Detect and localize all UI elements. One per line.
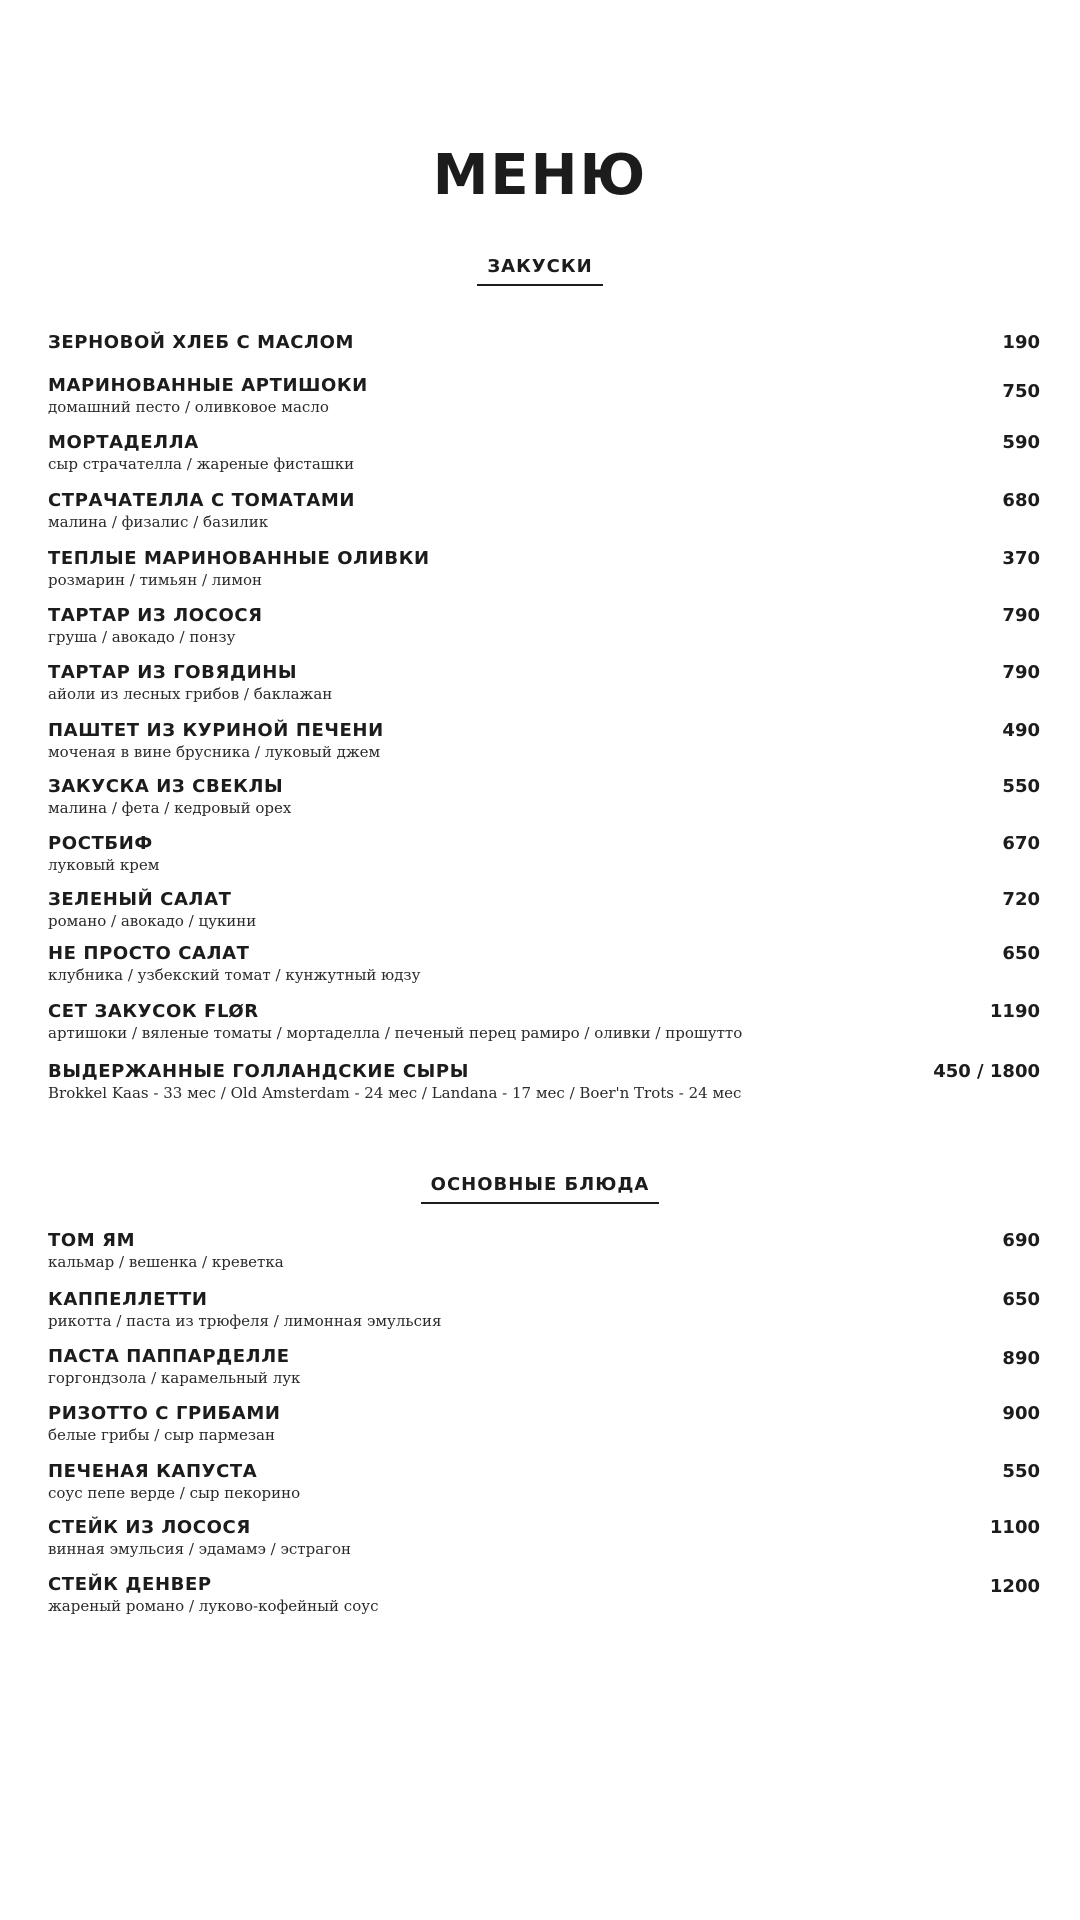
menu-item [48,1346,1040,1388]
item-price: 190 [1002,332,1040,353]
item-description: моченая в вине брусника / луковый джем [48,743,381,761]
item-name: ТОМ ЯМ [48,1230,136,1251]
menu-item [48,1403,1040,1445]
menu-item [48,605,1040,647]
item-price: 790 [1002,662,1040,683]
item-name: КАППЕЛЛЕТТИ [48,1289,208,1310]
item-description: рикотта / паста из трюфеля / лимонная эмульсия [48,1312,442,1330]
item-name: ЗЕЛЕНЫЙ САЛАТ [48,889,232,910]
item-name: ТЕПЛЫЕ МАРИНОВАННЫЕ ОЛИВКИ [48,548,430,569]
item-name: РОСТБИФ [48,833,153,854]
item-name: РИЗОТТО С ГРИБАМИ [48,1403,281,1424]
item-price: 900 [1002,1403,1040,1424]
item-name: ПАСТА ПАППАРДЕЛЛЕ [48,1346,290,1367]
page-title: МЕНЮ [432,143,648,208]
item-description: малина / фета / кедровый орех [48,799,292,817]
item-description: винная эмульсия / эдамамэ / эстрагон [48,1540,352,1558]
menu-item [48,490,1040,532]
menu-item [48,548,1040,590]
item-name: НЕ ПРОСТО САЛАТ [48,943,250,964]
menu-item [48,662,1040,704]
item-price: 490 [1002,720,1040,741]
item-name: ТАРТАР ИЗ ГОВЯДИНЫ [48,662,298,683]
item-description: клубника / узбекский томат / кунжутный юдзу [48,966,421,984]
item-description: луковый крем [48,856,160,874]
menu-item [48,1001,1040,1043]
item-price: 750 [1002,381,1040,402]
menu-item [48,1517,1040,1559]
item-name: СТЕЙК ИЗ ЛОСОСЯ [48,1517,251,1538]
item-description: горгондзола / карамельный лук [48,1369,301,1387]
section-heading-appetizers [0,258,1080,286]
item-description: белые грибы / сыр пармезан [48,1426,275,1444]
menu-item [48,332,1040,354]
item-price: 650 [1002,1289,1040,1310]
item-price: 450 / 1800 [933,1061,1040,1082]
item-description: розмарин / тимьян / лимон [48,571,263,589]
item-description: артишоки / вяленые томаты / мортаделла / печеный перец рамиро / оливки / прошутто [48,1024,743,1042]
item-price: 890 [1002,1348,1040,1369]
menu-item [48,1574,1040,1616]
item-price: 550 [1002,1461,1040,1482]
menu-item [48,375,1040,417]
item-description: кальмар / вешенка / креветка [48,1253,284,1271]
section-heading-label: ОСНОВНЫЕ БЛЮДА [421,1176,660,1204]
item-name: ТАРТАР ИЗ ЛОСОСЯ [48,605,263,626]
item-price: 550 [1002,776,1040,797]
item-price: 1200 [989,1576,1040,1597]
item-name: ПЕЧЕНАЯ КАПУСТА [48,1461,258,1482]
item-description: жареный романо / луково-кофейный соус [48,1597,379,1615]
item-name: СТРАЧАТЕЛЛА С ТОМАТАМИ [48,490,356,511]
item-description: Brokkel Kaas - 33 мес / Old Amsterdam - 24 мес / Landana - 17 мес / Boer'n Trots - 24 мес [48,1084,742,1102]
item-name: ВЫДЕРЖАННЫЕ ГОЛЛАНДСКИЕ СЫРЫ [48,1061,469,1082]
item-price: 590 [1002,432,1040,453]
menu-item [48,889,1040,931]
item-name: МАРИНОВАННЫЕ АРТИШОКИ [48,375,368,396]
menu-item [48,833,1040,875]
menu-item [48,720,1040,762]
menu-item [48,432,1040,474]
item-name: СТЕЙК ДЕНВЕР [48,1574,212,1595]
item-name: МОРТАДЕЛЛА [48,432,199,453]
menu-item [48,1461,1040,1503]
item-price: 1190 [989,1001,1040,1022]
item-price: 670 [1002,833,1040,854]
item-name: ПАШТЕТ ИЗ КУРИНОЙ ПЕЧЕНИ [48,720,384,741]
item-price: 1100 [989,1517,1040,1538]
item-name: ЗЕРНОВОЙ ХЛЕБ С МАСЛОМ [48,332,354,353]
section-heading-label: ЗАКУСКИ [477,258,602,286]
item-price: 690 [1002,1230,1040,1251]
menu-item [48,1230,1040,1272]
item-description: романо / авокадо / цукини [48,912,257,930]
item-price: 720 [1002,889,1040,910]
item-price: 650 [1002,943,1040,964]
item-name: ЗАКУСКА ИЗ СВЕКЛЫ [48,776,284,797]
item-description: соус пепе верде / сыр пекорино [48,1484,301,1502]
section-heading-main-courses [0,1176,1080,1204]
item-description: малина / физалис / базилик [48,513,269,531]
menu-item [48,1289,1040,1331]
item-name: СЕТ ЗАКУСОК FLØR [48,1001,259,1022]
item-description: айоли из лесных грибов / баклажан [48,685,333,703]
item-description: груша / авокадо / понзу [48,628,236,646]
item-price: 370 [1002,548,1040,569]
item-description: домашний песто / оливковое масло [48,398,329,416]
menu-item [48,776,1040,818]
menu-item [48,1061,1040,1103]
item-price: 680 [1002,490,1040,511]
item-price: 790 [1002,605,1040,626]
item-description: сыр страчателла / жареные фисташки [48,455,355,473]
menu-item [48,943,1040,985]
